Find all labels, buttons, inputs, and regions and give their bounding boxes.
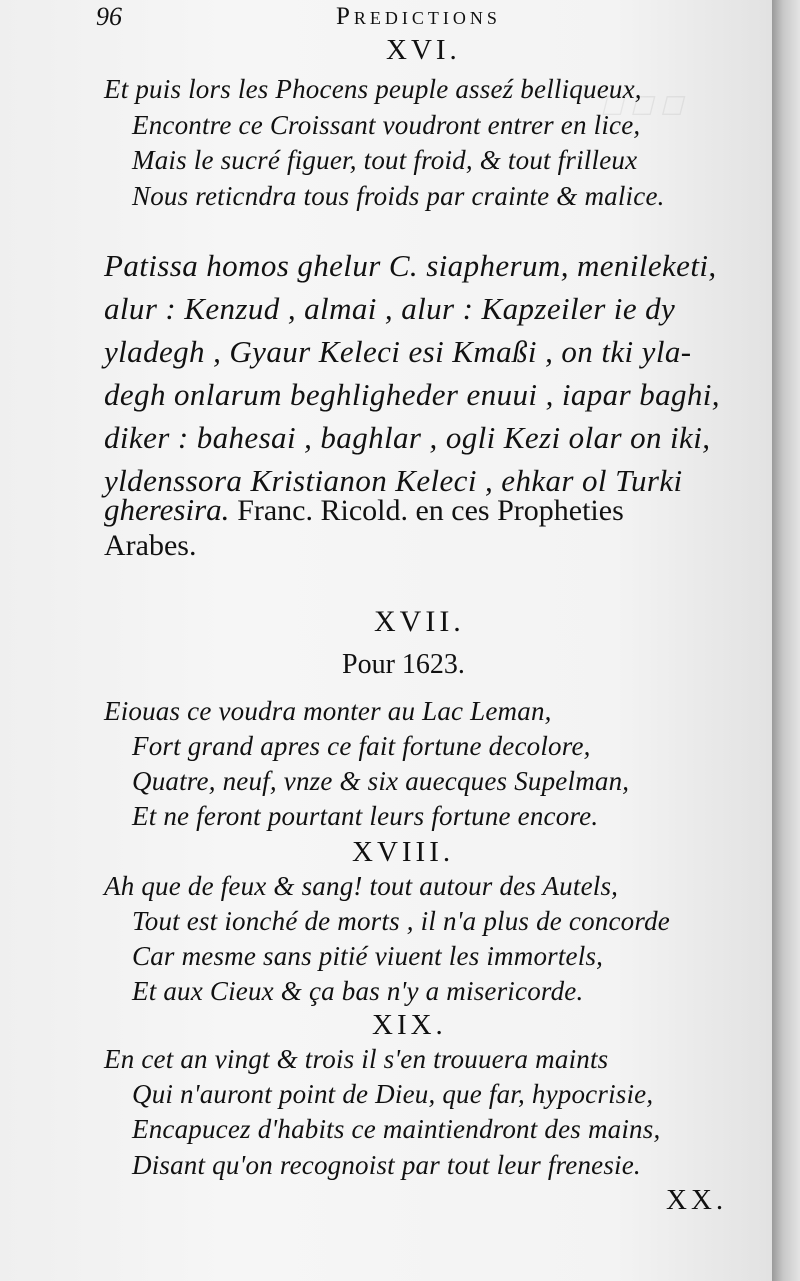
prose-italic-part: gheresira. [104, 492, 230, 527]
verse-line: Nous reticndra tous froids par crainte & malice. [132, 181, 665, 211]
prose-line: alur : Kenzud , almai , alur : Kapzeiler ie dy [104, 291, 676, 326]
book-gutter [772, 0, 800, 1281]
verse-line: Ah que de feux & sang! tout autour des Autels, [104, 871, 619, 901]
prose-line: Patissa homos ghelur C. siapherum, menileketi, [104, 248, 717, 283]
section-number-xviii: XVIII. [352, 836, 455, 868]
verse-line: Tout est ionché de morts , il n'a plus de concorde [132, 906, 670, 936]
verse-line: Et aux Cieux & ça bas n'y a misericorde. [132, 976, 584, 1006]
verse-line: Encontre ce Croissant voudront entrer en lice, [132, 110, 641, 140]
verse-line: Mais le sucré figuer, tout froid, & tout frilleux [132, 145, 638, 175]
prose-last-line [104, 492, 624, 528]
verse-line: En cet an vingt & trois il s'en trouuera maints [104, 1044, 609, 1074]
page-number: 96 [96, 2, 122, 31]
prose-line: yladegh , Gyaur Keleci esi Kmaßi , on tki yla- [104, 334, 692, 369]
verse-line: Quatre, neuf, vnze & six auecques Supelman, [132, 766, 630, 796]
prose-line: yldenssora Kristianon Keleci , ehkar ol Turki [104, 463, 683, 498]
verse-line: Eiouas ce voudra monter au Lac Leman, [104, 696, 552, 726]
prose-line: diker : bahesai , baghlar , ogli Kezi olar on iki, [104, 420, 711, 455]
section-subtitle: Pour 1623. [342, 649, 465, 680]
verse-line: Car mesme sans pitié viuent les immortels, [132, 941, 604, 971]
section-number-xvi: XVI. [386, 34, 461, 66]
verse-line: Fort grand apres ce fait fortune decolore, [132, 731, 591, 761]
source-citation: Franc. Ricold. en ces Propheties [237, 494, 624, 527]
section-number-xvii: XVII. [374, 605, 465, 638]
verse-line: Qui n'auront point de Dieu, que far, hypocrisie, [132, 1079, 654, 1109]
prose-closing: Arabes. [104, 529, 197, 562]
verse-line: Et ne feront pourtant leurs fortune encore. [132, 801, 599, 831]
section-number-xix: XIX. [372, 1009, 447, 1041]
verse-line: Encapucez d'habits ce maintiendront des mains, [132, 1114, 661, 1144]
show-through: ☐ ☐ ☐ [600, 92, 683, 121]
verse-line: Disant qu'on recognoist par tout leur frenesie. [132, 1150, 641, 1180]
verse-line: Et puis lors les Phocens peuple asseź belliqueux, [104, 74, 642, 104]
catchword: XX. [666, 1184, 728, 1216]
prose-line: degh onlarum beghligheder enuui , iapar baghi, [104, 377, 720, 412]
running-title: Predictions [336, 3, 501, 30]
